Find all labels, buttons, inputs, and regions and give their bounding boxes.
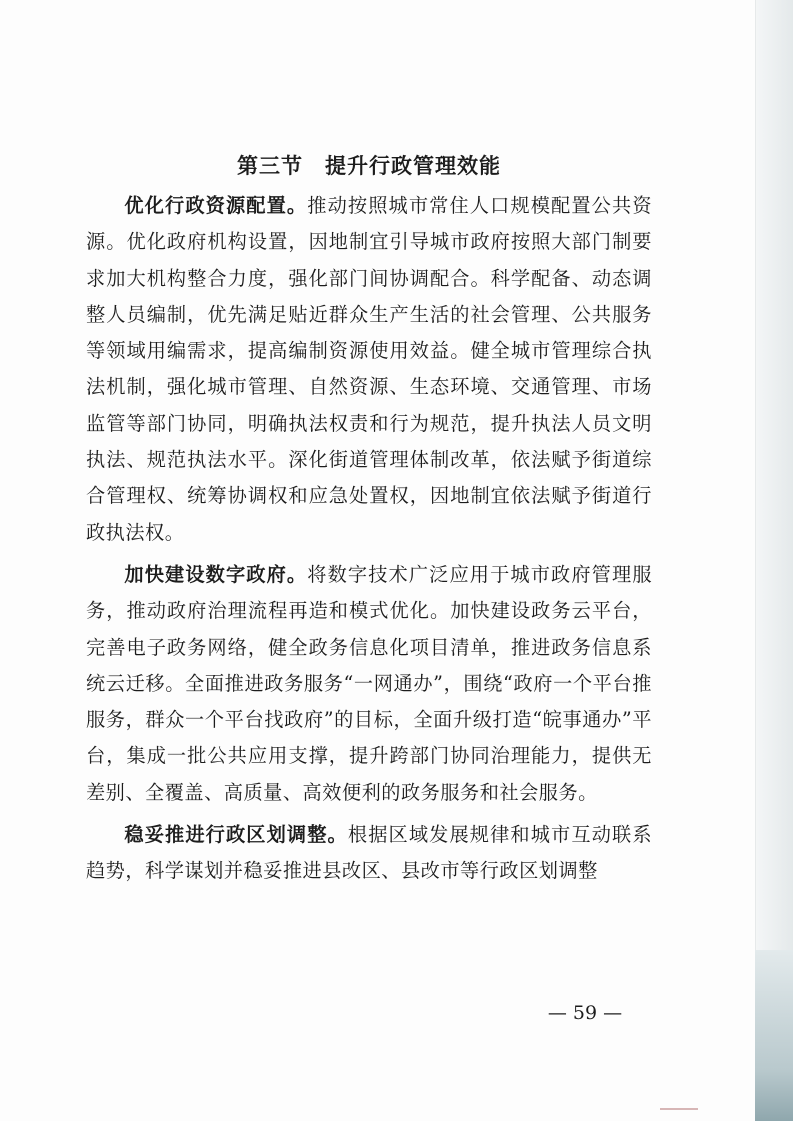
paragraph-lead: 稳妥推进行政区划调整。 bbox=[124, 823, 348, 847]
paragraph-body: 根据区域发展规律和城市互动联系趋势，科学谋划并稳妥推进县改区、县改市等行政区划调整 bbox=[86, 823, 653, 883]
page-number: — 59 — bbox=[547, 1002, 623, 1024]
paragraph-resource-allocation bbox=[86, 188, 652, 551]
paragraph-administrative-division bbox=[86, 817, 652, 890]
paragraph-lead: 优化行政资源配置。 bbox=[124, 194, 308, 217]
paragraph-lead: 加快建设数字政府。 bbox=[124, 562, 308, 586]
document-body bbox=[86, 150, 652, 896]
section-title: 第三节 提升行政管理效能 bbox=[237, 154, 501, 178]
paragraph-digital-government bbox=[86, 557, 652, 811]
scan-mark bbox=[660, 1108, 698, 1110]
scan-edge-shadow bbox=[755, 950, 793, 1121]
paragraph-body: 将数字技术广泛应用于城市政府管理服务，推动政府治理流程再造和模式优化。加快建设政务云平台，完善电子政务网络，健全政务信息化项目清单，推进政务信息系统云迁移。全面推进政务服务“一网通办”，围绕“政府一个平台推服务，群众一个平台找政府”的目标，全面升级打造“皖事通办”平台，集成一批公共应用支撑，提升跨部门协同治理能力，提供无差别、全覆盖、高质量、高效便利的政务服务和社会服务。 bbox=[86, 562, 653, 804]
paragraph-body: 推动按照城市常住人口规模配置公共资源。优化政府机构设置，因地制宜引导城市政府按照大部门制要求加大机构整合力度，强化部门间协调配合。科学配备、动态调整人员编制，优先满足贴近群众生产生活的社会管理、公共服务等领域用编需求，提高编制资源使用效益。健全城市管理综合执法机制，强化城市管理、自然资源、生态环境、交通管理、市场监管等部门协同，明确执法权责和行为规范，提升执法人员文明执法、规范执法水平。深化街道管理体制改革，依法赋予街道综合管理权、统筹协调权和应急处置权，因地制宜依法赋予街道行政执法权。 bbox=[86, 194, 653, 544]
